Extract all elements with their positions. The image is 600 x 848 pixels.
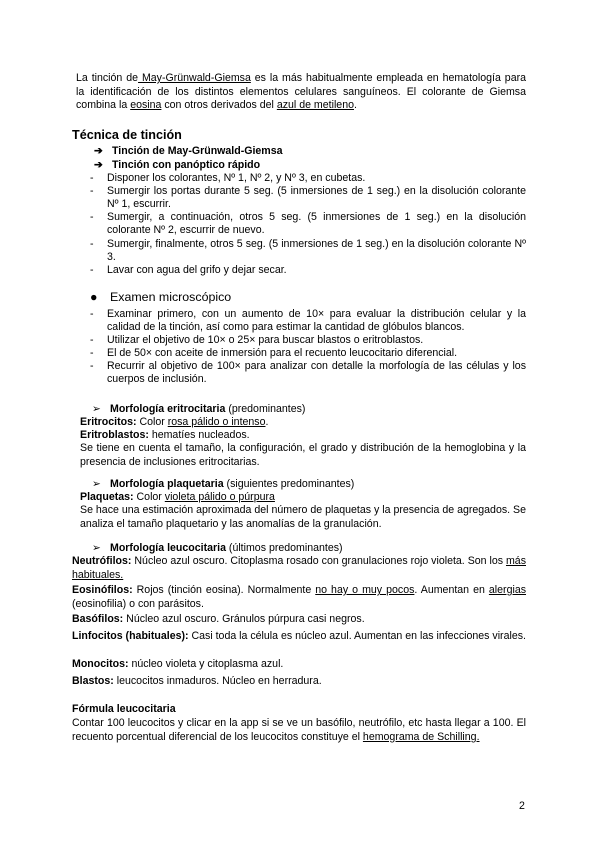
heading-plaq [92, 478, 354, 491]
examen-step-2 [90, 334, 526, 347]
arrow-item-label: Tinción de May-Grünwald-Giemsa [112, 145, 283, 157]
dash-marker: - [90, 185, 94, 197]
monocitos-line [72, 658, 526, 672]
eosinofilos-text-2: . Aumentan en [414, 584, 489, 596]
tecnica-step-1 [90, 172, 526, 185]
tecnica-step-5 [90, 264, 526, 277]
arrow-item-2 [94, 159, 260, 173]
step-text: Sumergir, a continuación, otros 5 seg. (5 inmersiones de 1 seg.) en la disolución colorante Nº 2, escurrir de nuevo. [107, 211, 526, 237]
eritro-title: Morfología eritrocitaria [110, 403, 226, 415]
examen-step-3 [90, 347, 526, 360]
dash-marker: - [90, 172, 94, 184]
step-text: Disponer los colorantes, Nº 1, Nº 2, y Nº 3, en cubetas. [107, 172, 366, 184]
dash-marker: - [90, 211, 94, 223]
eritroblastos-label: Eritroblastos: [80, 429, 149, 441]
eritrocitos-label: Eritrocitos: [80, 416, 137, 428]
intro-text-3: con otros derivados del [161, 99, 277, 112]
formula-paragraph [72, 717, 526, 744]
tecnica-step-3 [90, 211, 526, 238]
step-text: Recurrir al objetivo de 100× para analizar con detalle la morfología de las células y los cuerpos de inclusión. [107, 360, 526, 386]
link-mas-habituales[interactable]: más habituales. [72, 555, 526, 581]
arrowhead-icon: ➢ [92, 403, 101, 415]
dash-marker: - [90, 264, 94, 276]
arrowhead-icon: ➢ [92, 478, 101, 490]
bullet-icon: ● [90, 290, 98, 304]
eosinofilos-text: Rojos (tinción eosina). Normalmente [132, 584, 316, 596]
blastos-text: leucocitos inmaduros. Núcleo en herradura. [113, 675, 322, 687]
eritro-note: (predominantes) [225, 403, 306, 415]
eosinofilos-text-3: (eosinofilia) o con parásitos. [72, 597, 204, 610]
neutrofilos-text: Núcleo azul oscuro. Citoplasma rosado con granulaciones rojo violeta. Son los [131, 555, 506, 567]
monocitos-label: Monocitos: [72, 658, 129, 670]
eosinofilos-label: Eosinófilos: [72, 584, 133, 596]
linfocitos-line [72, 630, 526, 644]
step-text: Sumergir los portas durante 5 seg. (5 inmersiones de 1 seg.) en la disolución colorante Nº 1, escurrir. [107, 185, 526, 211]
leuco-title: Morfología leucocitaria [110, 542, 226, 554]
heading-leuco [92, 542, 343, 555]
basofilos-text: Núcleo azul oscuro. Gránulos púrpura casi negros. [123, 613, 365, 625]
intro-text-1: La tinción de [76, 72, 139, 84]
examen-step-1 [90, 308, 526, 335]
dash-marker: - [90, 360, 94, 372]
eosinofilos-line [72, 584, 526, 611]
eritrocitos-end: . [265, 416, 269, 428]
dash-marker: - [90, 334, 94, 346]
step-text: Examinar primero, con un aumento de 10× para evaluar la distribución celular y la calidad de la tinción, así como para estimar la cantidad de glóbulos blancos. [107, 308, 526, 334]
step-text: Lavar con agua del grifo y dejar secar. [107, 264, 287, 276]
eritroblastos-line [80, 429, 526, 443]
neutrofilos-label: Neutrófilos: [72, 555, 132, 567]
dash-marker: - [90, 347, 94, 359]
link-eosina[interactable]: eosina [130, 99, 162, 112]
heading-eritro [92, 403, 305, 416]
tecnica-step-2 [90, 185, 526, 212]
heading-examen-label: Examen microscópico [110, 290, 232, 304]
linfocitos-text: Casi toda la célula es núcleo azul. Aumentan en las infecciones virales. [188, 630, 526, 642]
arrow-right-icon: ➔ [94, 159, 103, 171]
link-alergias[interactable]: alergias [488, 584, 527, 596]
link-rosa-palido[interactable]: rosa pálido o intenso [167, 416, 266, 428]
arrowhead-icon: ➢ [92, 542, 101, 554]
examen-step-4 [90, 360, 526, 387]
page-number: 2 [519, 800, 525, 812]
plaq-note: (siguientes predominantes) [223, 478, 355, 490]
plaquetas-line [80, 491, 526, 505]
leuco-note: (últimos predominantes) [225, 542, 343, 554]
plaq-paragraph: Se hace una estimación aproximada del número de plaquetas y la presencia de agregados. Se analiza el tamaño plaquetario y las anomalías de la granulación. [80, 504, 526, 530]
heading-tecnica: Técnica de tinción [72, 128, 182, 142]
plaq-title: Morfología plaquetaria [110, 478, 224, 490]
intro-text-4: . [353, 99, 357, 112]
linfocitos-label: Linfocitos (habituales): [72, 630, 189, 642]
link-violeta-palido[interactable]: violeta pálido o púrpura [164, 491, 275, 503]
blastos-label: Blastos: [72, 675, 114, 687]
arrow-right-icon: ➔ [94, 145, 103, 157]
dash-marker: - [90, 238, 94, 250]
eritrocitos-line [80, 416, 526, 430]
neutrofilos-line [72, 555, 526, 582]
link-no-hay[interactable]: no hay o muy pocos [315, 584, 415, 596]
step-text: El de 50× con aceite de inmersión para el recuento leucocitario diferencial. [107, 347, 458, 359]
basofilos-line [72, 613, 526, 627]
eritro-paragraph: Se tiene en cuenta el tamaño, la configuración, el grado y distribución de la hemoglobina y la presencia de inclusiones eritrocitarias. [80, 442, 526, 468]
formula-text: Contar 100 leucocitos y clicar en la app si se ve un basófilo, neutrófilo, etc hasta llegar a 100. El recuento porcentual diferencial de los leucocitos constituye el [72, 717, 526, 743]
step-text: Sumergir, finalmente, otros 5 seg. (5 inmersiones de 1 seg.) en la disolución colorante Nº 3. [107, 238, 526, 264]
link-azul-de-metileno[interactable]: azul de metileno [276, 99, 354, 112]
arrow-item-1 [94, 145, 283, 159]
plaquetas-label: Plaquetas: [80, 491, 134, 503]
arrow-item-label: Tinción con panóptico rápido [112, 159, 261, 171]
intro-paragraph [76, 72, 526, 113]
link-hemograma-schilling[interactable]: hemograma de Schilling. [362, 730, 480, 743]
plaquetas-text: Color [133, 491, 165, 503]
heading-formula: Fórmula leucocitaria [72, 703, 176, 715]
eritroblastos-text: hematíes nucleados. [148, 429, 250, 441]
heading-examen [90, 290, 231, 304]
basofilos-label: Basófilos: [72, 613, 124, 625]
tecnica-step-4 [90, 238, 526, 265]
link-may-grunwald-giemsa[interactable]: May-Grünwald-Giemsa [138, 72, 251, 84]
eritrocitos-text: Color [136, 416, 168, 428]
monocitos-text: núcleo violeta y citoplasma azul. [128, 658, 284, 670]
step-text: Utilizar el objetivo de 10× o 25× para buscar blastos o eritroblastos. [107, 334, 424, 346]
dash-marker: - [90, 308, 94, 320]
blastos-line [72, 675, 526, 689]
intro-text-2: es la más habitualmente empleada en hematología para la identificación de los distintos elementos celulares sanguíneos. El colorante de Giemsa combina la [76, 72, 527, 112]
